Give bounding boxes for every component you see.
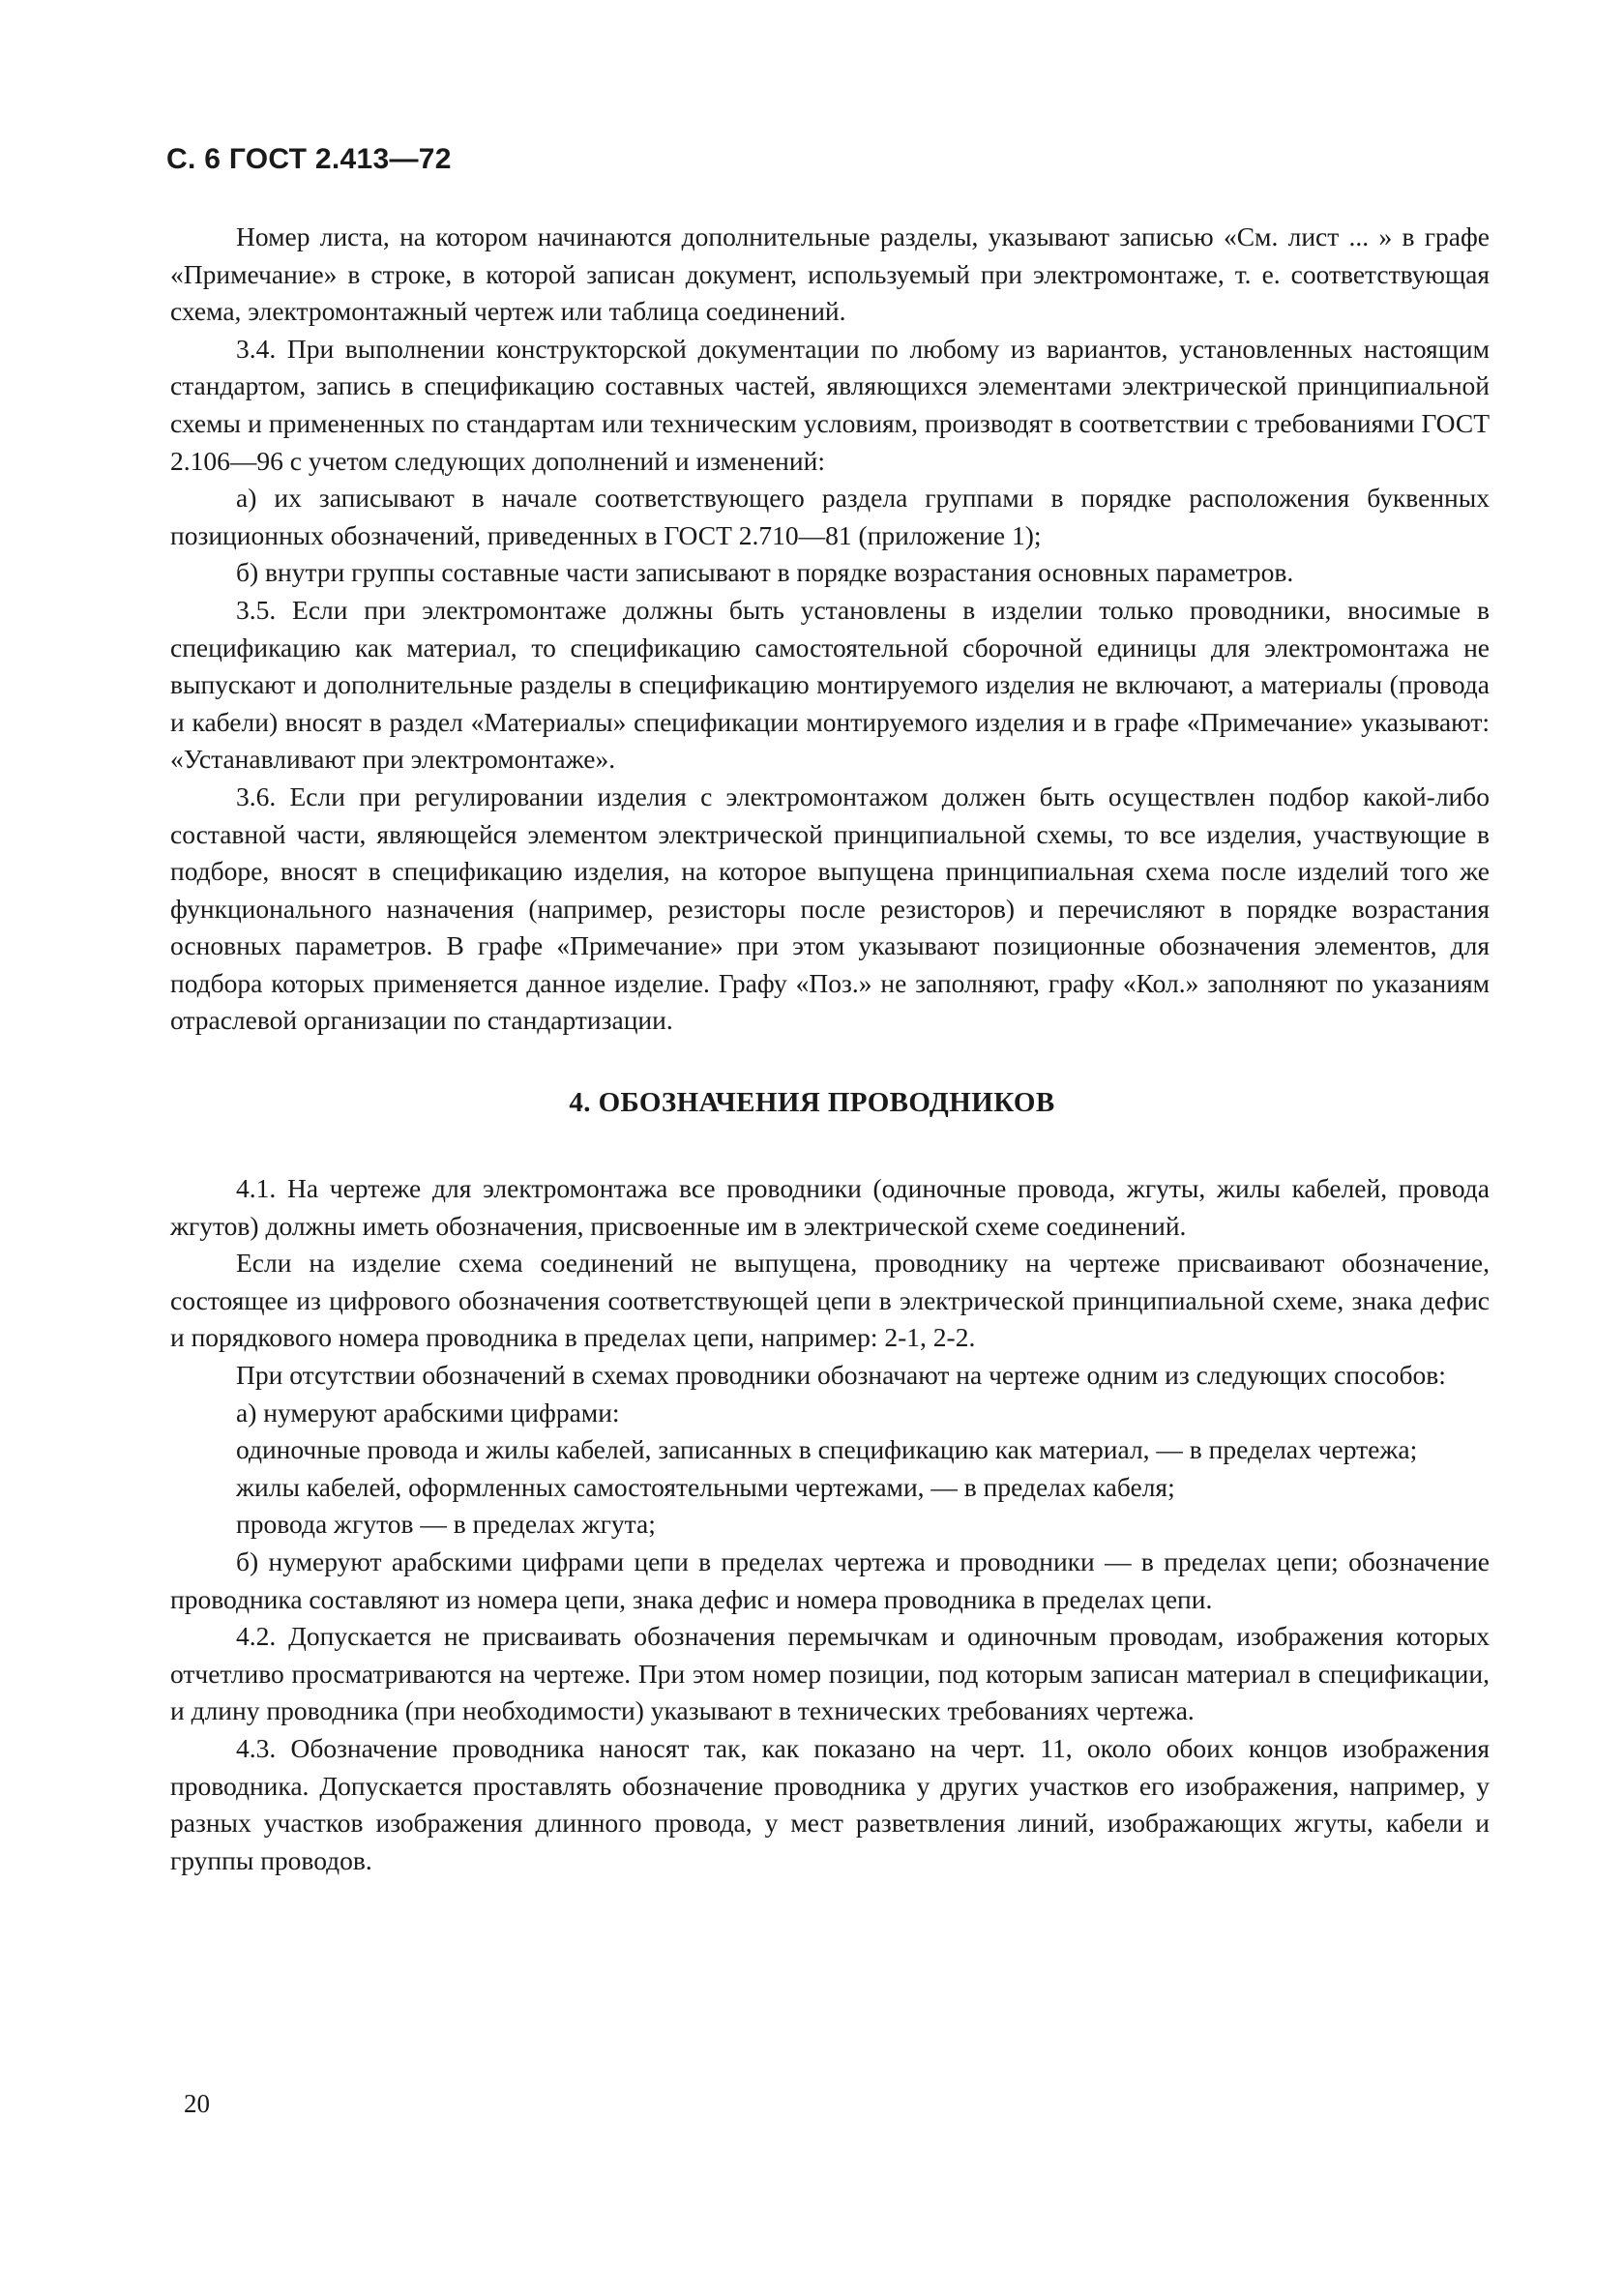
paragraph: Номер листа, на котором начинаются дополнительные разделы, указывают записью «См. лист ... » в графе «Примечание» в строке, в которой записан документ, используемый при электромонтаже, т. е. соответствующая схема, электромонтажный чертеж или таблица соединений. (170, 221, 1490, 327)
paragraph: а) нумеруют арабскими цифрами: (236, 1397, 620, 1428)
text-block-section3 (170, 219, 1490, 1040)
section-heading: 4. ОБОЗНАЧЕНИЯ ПРОВОДНИКОВ (569, 1087, 1055, 1118)
paragraph: 3.6. Если при регулировании изделия с электромонтажом должен быть осуществлен подбор какой-либо составной части, являющейся элементом электрической принципиальной схемы, то все изделия, участвующие в подборе, вносят в спецификацию изделия, на которое выпущена принципиальная схема после изделий того же функционального назначения (например, резисторы после резисторов) и перечисляют в порядке возрастания основных параметров. В графе «Примечание» при этом указывают позиционные обозначения элементов, для подбора которых применяется данное изделие. Графу «Поз.» не заполняют, графу «Кол.» заполняют по указаниям отраслевой организации по стандартизации. (170, 780, 1490, 1036)
paragraph: б) внутри группы составные части записывают в порядке возрастания основных параметров. (236, 557, 1294, 588)
page-header: С. 6 ГОСТ 2.413—72 (166, 143, 452, 175)
paragraph: 3.4. При выполнении конструкторской документации по любому из вариантов, установленных настоящим стандартом, запись в спецификацию составных частей, являющихся элементами электрической принципиальной схемы и примененных по стандартам или техническим условиям, производят в соответствии с требованиями ГОСТ 2.106—96 с учетом следующих дополнений и изменений: (170, 333, 1490, 476)
paragraph: 4.2. Допускается не присваивать обозначения перемычкам и одиночным проводам, изображения которых отчетливо просматриваются на чертеже. При этом номер позиции, под которым записан материал в спецификации, и длину проводника (при необходимости) указывают в технических требованиях чертежа. (170, 1621, 1490, 1726)
paragraph: одиночные провода и жилы кабелей, записанных в спецификацию как материал, — в пределах чертежа; (236, 1434, 1418, 1465)
text-block-section4 (170, 1170, 1490, 1879)
paragraph: 3.5. Если при электромонтаже должны быть установлены в изделии только проводники, вносимые в спецификацию как материал, то спецификацию самостоятельной сборочной единицы для электромонтажа не выпускают и дополнительные разделы в спецификацию монтируемого изделия не включают, а материалы (провода и кабели) вносят в раздел «Материалы» спецификации монтируемого изделия и в графе «Примечание» указывают: «Устанавливают при электромонтаже». (170, 594, 1490, 775)
paragraph: 4.3. Обозначение проводника наносят так, как показано на черт. 11, около обоих концов изображения проводника. Допускается проставлять обозначение проводника у других участков его изображения, например, у разных участков изображения длинного провода, у мест разветвления линий, изображающих жгуты, кабели и группы проводов. (170, 1732, 1490, 1875)
paragraph: 4.1. На чертеже для электромонтажа все проводники (одиночные провода, жгуты, жилы кабелей, провода жгутов) должны иметь обозначения, присвоенные им в электрической схеме соединений. (170, 1173, 1490, 1241)
paragraph: а) их записывают в начале соответствующего раздела группами в порядке расположения буквенных позиционных обозначений, приведенных в ГОСТ 2.710—81 (приложение 1); (170, 483, 1490, 550)
paragraph: б) нумеруют арабскими цифрами цепи в пределах чертежа и проводники — в пределах цепи; обозначение проводника составляют из номера цепи, знака дефис и номера проводника в пределах цепи. (170, 1545, 1490, 1614)
paragraph: При отсутствии обозначений в схемах проводники обозначают на чертеже одним из следующих способов: (236, 1359, 1446, 1390)
paragraph: жилы кабелей, оформленных самостоятельными чертежами, — в пределах кабеля; (236, 1471, 1175, 1502)
paragraph: Если на изделие схема соединений не выпущена, проводнику на чертеже присваивают обозначение, состоящее из цифрового обозначения соответствующей цепи в электрической принципиальной схеме, знака дефис и порядкового номера проводника в пределах цепи, например: 2-1, 2-2. (170, 1248, 1490, 1353)
page-number: 20 (184, 2089, 210, 2118)
paragraph: провода жгутов — в пределах жгута; (236, 1509, 656, 1540)
